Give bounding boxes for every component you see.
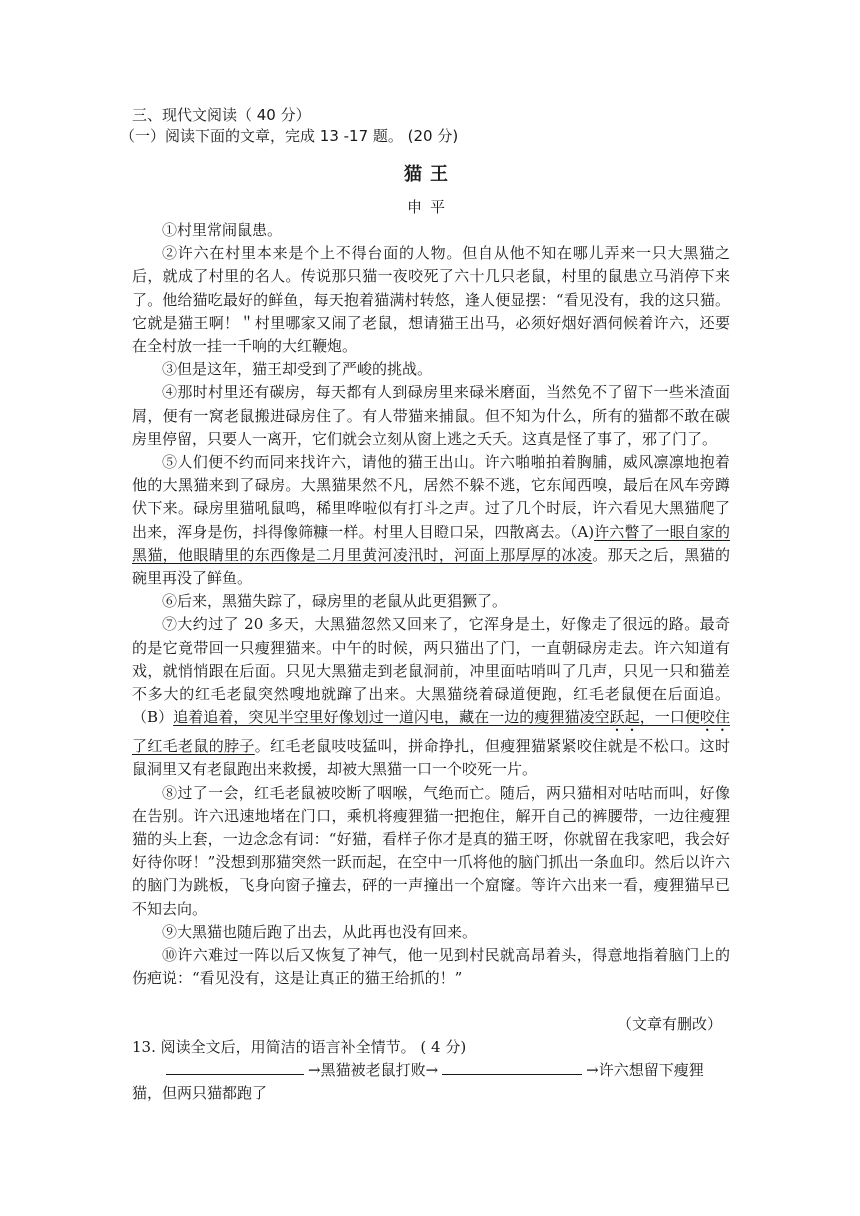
answer-blank-1[interactable] [166,1060,304,1075]
paragraph-10: ⑩许六难过一阵以后又恢复了神气，他一见到村民就高昂着头，得意地指着脑门上的伤疤说：“看见没有，这是让真正的猫王给抓的！” [132,946,730,988]
paragraph-8: ⑧过了一会，红毛老鼠被咬断了咽喉，气绝而亡。随后，两只猫相对咕咕而叫，好像在告别。许六迅速地堵在门口，乘机将瘦狸猫一把抱住，解开自己的裤腰带，一边往瘦狸猫的头上套，一边念念有词：“好猫，看样子你才是真的猫王呀，你就留在我家吧，我会好好待你呀！”没想到那猫突然一跃而起，在空中一爪将他的脑门抓出一条血印。然后以许六的脑门为跳板，飞身向窗子撞去，砰的一声撞出一个窟窿。等许六出来一看，瘦狸猫早已不知去向。 [132,783,730,918]
answer-blank-2[interactable] [442,1060,582,1075]
paragraph-2: ②许六在村里本来是个上不得台面的人物。但自从他不知在哪儿弄来一只大黑猫之后，就成了村里的名人。传说那只猫一夜咬死了六十几只老鼠，村里的鼠患立马消停下来了。他给猫吃最好的鲜鱼，每天抱着猫满村转悠，逢人便显摆：“看见没有，我的这只猫。它就是猫王啊！＂村里哪家又闹了老鼠，想请猫王出马，必须好烟好酒伺候着许六，还要在全村放一挂一千响的大红鞭炮。 [132,244,730,356]
paragraph-6: ⑥后来，黑猫失踪了，碌房里的老鼠从此更猖獗了。 [162,592,508,611]
plot-end: →许六想留下瘦狸猫，但两只猫都跑了 [132,1061,704,1102]
paragraph-5-text-a: ⑤人们便不约而同来找许六，请他的猫王出山。许六啪啪拍着胸脯，威风凛凛地抱着他的大黑猫来到了碌房。大黑猫果然不凡，居然不躲不逃，它东闻西嗅，最后在风车旁蹲伏下来。碌房里猫吼鼠鸣，稀里哗啦似有打斗之声。过了几个时辰，许六看见大黑猫爬了出来，浑身是伤，抖得像筛糠一样。村里人目瞪口呆，四散离去。（ [132,453,730,541]
paragraph-7-text-a: ⑦大约过了 20 多天，大黑猫忽然又回来了，它浑身是土，好像走了很远的路。最奇的是它竟带回一只瘦狸猫来。中午的时候，两只猫出了门，一直朝碌房走去。许六知道有戏，就悄悄跟在后面。只见大黑猫走到老鼠洞前，冲里面咕哨叫了几声，只见一只和猫差不多大的红毛老鼠突然嗖地就蹿了出来。大黑猫绕着碌道便跑，红毛老鼠便在后面追。 （B） [132,615,730,727]
article-author: 申平 [406,198,453,216]
article-title: 猫王 [404,164,456,185]
paragraph-4: ④那时村里还有碳房，每天都有人到碌房里来碌米磨面，当然免不了留下一些米渣面屑，便有一窝老鼠搬进碌房住了。有人带猫来捕鼠。但不知为什么，所有的猫都不敢在碳房里停留，只要人一离开，它们就会立刻从窗上逃之夭夭。这真是怪了事了，邪了门了。 [132,383,730,448]
emphasis-word-2: 咬住 [699,708,730,727]
sentence-a-mark: A) [577,522,595,541]
section-heading: 三、现代文阅读（ 40 分） [132,106,311,124]
paragraph-3: ③但是这年，猫王却受到了严峻的挑战。 [162,360,433,379]
sentence-b-part-3: 了红毛老鼠的脖子 [132,737,255,756]
sentence-b-part-1: 追着追着，突见半空里好像划过一道闪电，藏在一边的瘦狸猫凌空 [173,708,610,727]
section-subheading: （一）阅读下面的文章，完成 13 -17 题。 (20 分) [120,127,459,145]
paragraph-7 [132,613,730,781]
emphasis-word-1: 跃起 [609,708,640,727]
source-note: （文章有删改） [616,1015,722,1033]
plot-middle: →黑猫被老鼠打败→ [308,1061,439,1079]
question-13: 13. 阅读全文后，用简洁的语言补全情节。 ( 4 分) [132,1038,467,1056]
paragraph-1: ①村里常闹鼠患。 [162,221,283,239]
paragraph-9: ⑨大黑猫也随后跑了出去，从此再也没有回来。 [162,922,478,941]
paragraph-5-text-b: 。那天之后，黑猫的碗里再没了鲜鱼。 [132,545,730,588]
article-body [132,219,730,991]
paragraph-7-text-b: 。红毛老鼠吱吱猛叫，拼命挣扎，但瘦狸猫紧紧咬住就是不松口。这时鼠洞里又有老鼠跑出来救援，却被大黑猫一口一个咬死一片。 [132,737,730,779]
question-13-plot-line [132,1059,732,1105]
sentence-b-part-2: ，一口便 [639,708,700,727]
underlined-sentence-a: 许六瞥了一眼自家的黑猫，他眼睛里的东西像是二月里黄河凌汛时，河面上那厚厚的冰凌 [132,522,730,564]
paragraph-5 [132,451,730,590]
